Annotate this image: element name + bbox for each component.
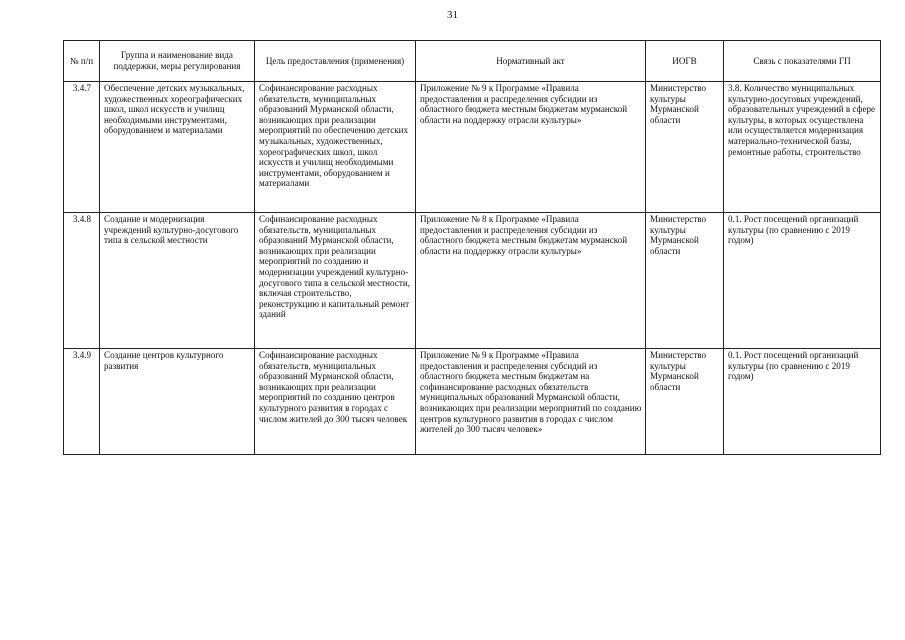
page-number: 31 [447, 9, 458, 21]
table-row [64, 82, 881, 213]
row-num: 3.4.7 [64, 82, 100, 213]
header-goal: Цель предоставления (применения) [255, 41, 416, 82]
header-iogv: ИОГВ [646, 41, 724, 82]
header-num: № п/п [64, 41, 100, 82]
row-num: 3.4.8 [64, 213, 100, 349]
row-goal: Софинансирование расходных обязательств, муниципальных образований Мурманской области, возникающих при реализации мероприятий по созданию центров культурного развития в городах с числом жителей до 300 тысяч человек [255, 349, 416, 455]
row-group: Создание центров культурного развития [100, 349, 255, 455]
row-group: Создание и модернизация учреждений культурно-досугового типа в сельской местности [100, 213, 255, 349]
header-act: Нормативный акт [416, 41, 646, 82]
row-iogv: Министерство культуры Мурманской области [646, 349, 724, 455]
table-header-row [64, 41, 881, 82]
row-act: Приложение № 9 к Программе «Правила предоставления и распределения субсидий из областного бюджета местным бюджетам на софинансирование расходных обязательств муниципальных образований Мурманской области, возникающих при реализации мероприятий по созданию центров культурного развития в городах с числом жителей до 300 тысяч человек» [416, 349, 646, 455]
row-iogv: Министерство культуры Мурманской области [646, 213, 724, 349]
row-num: 3.4.9 [64, 349, 100, 455]
row-act: Приложение № 9 к Программе «Правила предоставления и распределения субсидии из областного бюджета местным бюджетам мурманской области на поддержку отрасли культуры» [416, 82, 646, 213]
table-row [64, 349, 881, 455]
row-link: 0.1. Рост посещений организаций культуры (по сравнению с 2019 годом) [724, 349, 881, 455]
row-link: 0.1. Рост посещений организаций культуры (по сравнению с 2019 годом) [724, 213, 881, 349]
support-measures-table [63, 40, 881, 455]
header-group: Группа и наименование вида поддержки, меры регулирования [100, 41, 255, 82]
header-link: Связь с показателями ГП [724, 41, 881, 82]
row-goal: Софинансирование расходных обязательств, муниципальных образований Мурманской области, возникающих при реализации мероприятий по созданию и модернизации учреждений культурно-досугового типа в сельской местности, включая строительство, реконструкцию и капитальный ремонт зданий [255, 213, 416, 349]
row-group: Обеспечение детских музыкальных, художественных хореографических школ, школ искусств и училищ необходимыми инструментами, оборудованием и материалами [100, 82, 255, 213]
row-act: Приложение № 8 к Программе «Правила предоставления и распределения субсидии из областного бюджета местным бюджетам мурманской области на поддержку отрасли культуры» [416, 213, 646, 349]
table-row [64, 213, 881, 349]
row-goal: Софинансирование расходных обязательств, муниципальных образований Мурманской области, возникающих при реализации мероприятий по обеспечению детских музыкальных, художественных, хореографических школ, школ искусств и училищ необходимыми инструментами, оборудованием и материалами [255, 82, 416, 213]
row-link: 3.8. Количество муниципальных культурно-досуговых учреждений, образовательных учреждений в сфере культуры, в которых осуществлена или осуществляется модернизация материально-технической базы, ремонтные работы, строительство [724, 82, 881, 213]
row-iogv: Министерство культуры Мурманской области [646, 82, 724, 213]
